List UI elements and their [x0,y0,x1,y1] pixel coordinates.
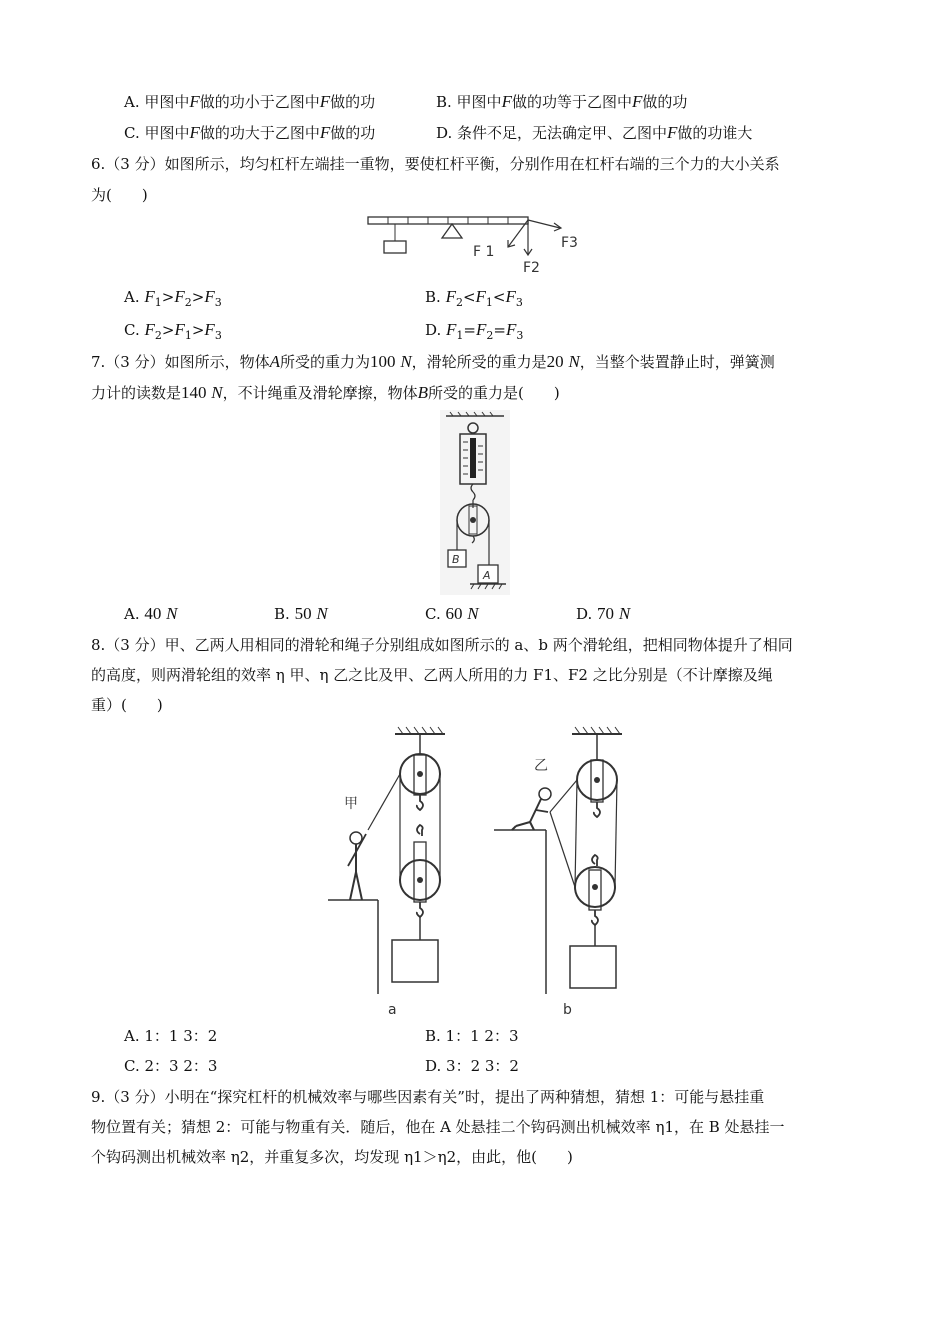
q7-option-d[interactable]: D. 70 N [576,604,631,623]
q6-label-f3: F3 [561,235,578,251]
q8-stem-line3: 重）( ) [91,696,163,714]
q5-option-a[interactable]: A. 甲图中F做的功小于乙图中F做的功 [124,92,376,111]
q8-label-yi: 乙 [534,758,548,774]
q6-option-d[interactable]: D. $F_1=F_2=F_3$ [425,320,524,342]
q6-lever-figure [360,210,600,280]
q5-option-b[interactable]: B. 甲图中F做的功等于乙图中F做的功 [436,92,688,111]
q7-stem-line2: 力计的读数是140 N，不计绳重及滑轮摩擦，物体B所受的重力是( ) [91,383,560,402]
q9-stem-line3: 个钩码测出机械效率 η2，并重复多次，均发现 η1＞η2，由此，他( ) [91,1148,573,1166]
q8-figure-a [328,727,445,1018]
q8-option-a[interactable]: A. 1：1 3：2 [124,1027,218,1045]
q8-stem-line1: 8.（3 分）甲、乙两人用相同的滑轮和绳子分别组成如图所示的 a、b 两个滑轮组，把相同物体提升了相同 [91,636,793,654]
q8-pulley-groups-figure [320,722,650,1022]
q8-option-d[interactable]: D. 3：2 3：2 [425,1057,519,1075]
q6-option-a[interactable]: A. $F_1>F_2>F_3$ [124,287,222,309]
q8-label-jia: 甲 [344,796,358,812]
q8-figure-b [494,727,622,1018]
q9-stem-line2: 物位置有关；猜想 2：可能与物重有关．随后，他在 A 处悬挂二个钩码测出机械效率 η1，在 B 处悬挂一 [91,1118,785,1136]
q6-option-c[interactable]: C. $F_2>F_1>F_3$ [124,320,222,342]
q7-option-c[interactable]: C. 60 N [425,604,479,623]
q8-label-b: b [563,1002,572,1018]
q6-stem-line2: 为( ) [91,186,148,204]
q6-label-f1: F 1 [473,244,495,260]
q7-stem-line1: 7.（3 分）如图所示，物体A所受的重力为100 N，滑轮所受的重力是20 N，当整个装置静止时，弹簧测 [91,352,775,371]
q8-option-c[interactable]: C. 2：3 2：3 [124,1057,218,1075]
q8-option-b[interactable]: B. 1：1 2：3 [425,1027,519,1045]
q8-stem-line2: 的高度，则两滑轮组的效率 η 甲、η 乙之比及甲、乙两人所用的力 F1、F2 之比分别是（不计摩擦及绳 [91,666,773,684]
q7-option-b[interactable]: B. 50 N [274,604,328,623]
q7-label-b: B [452,553,460,566]
q6-stem-line1: 6.（3 分）如图所示，均匀杠杆左端挂一重物，要使杠杆平衡，分别作用在杠杆右端的三个力的大小关系 [91,155,780,173]
q7-label-a: A [483,569,491,582]
q5-option-d[interactable]: D. 条件不足，无法确定甲、乙图中F做的功谁大 [436,123,753,142]
q8-label-a: a [388,1002,397,1018]
q6-label-f2: F2 [523,260,540,276]
q7-pulley-figure [440,410,510,595]
q5-option-c[interactable]: C. 甲图中F做的功大于乙图中F做的功 [124,123,376,142]
q7-option-a[interactable]: A. 40 N [124,604,178,623]
q6-option-b[interactable]: B. $F_2<F_1<F_3$ [425,287,523,309]
q9-stem-line1: 9.（3 分）小明在“探究杠杆的机械效率与哪些因素有关”时，提出了两种猜想，猜想 1：可能与悬挂重 [91,1088,765,1106]
